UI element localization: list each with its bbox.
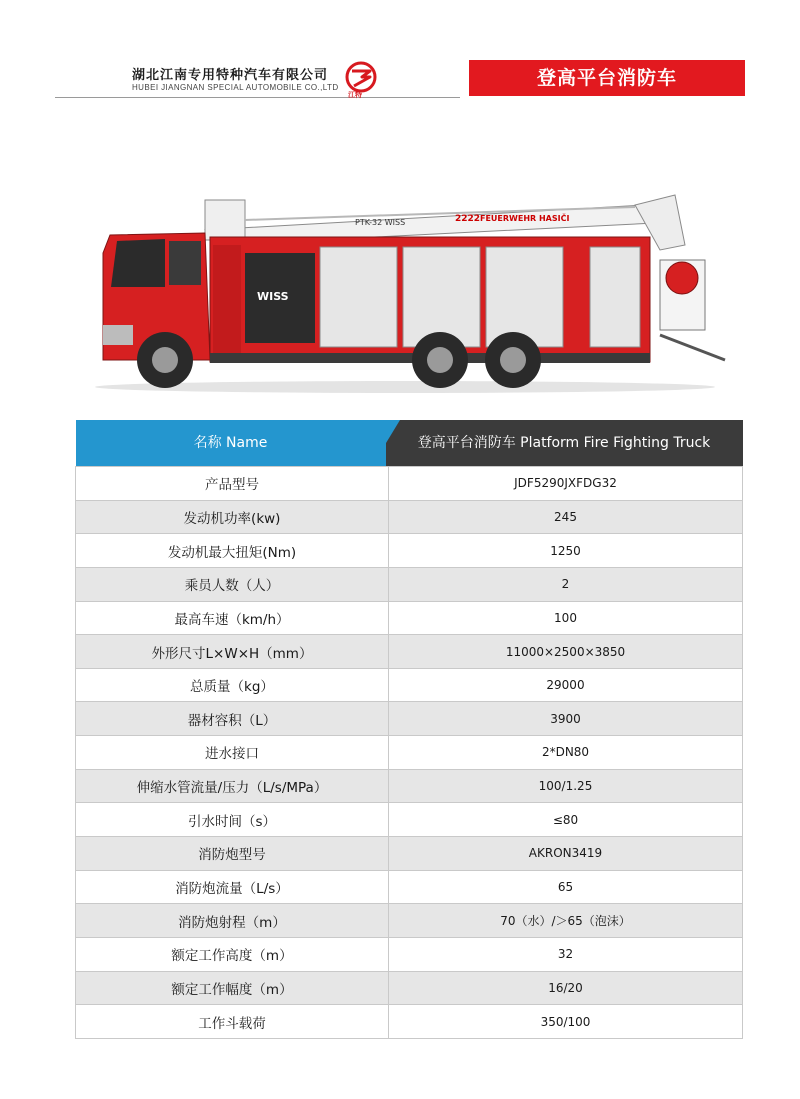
table-row <box>76 500 743 534</box>
spec-value: 65 <box>389 870 743 904</box>
logo-caption: 江特 <box>348 91 362 99</box>
spec-name: 总质量（kg） <box>76 668 389 702</box>
table-row <box>76 904 743 938</box>
ground-shadow <box>95 381 715 393</box>
fire-truck-illustration <box>85 175 735 400</box>
table-row <box>76 1005 743 1039</box>
spec-name: 最高车速（km/h） <box>76 601 389 635</box>
table-row <box>76 937 743 971</box>
company-name-cn: 湖北江南专用特种汽车有限公司 <box>132 68 329 83</box>
table-row <box>76 870 743 904</box>
table-row <box>76 467 743 501</box>
fleet-number: 2222 <box>455 214 481 224</box>
spec-name: 外形尺寸L×W×H（mm） <box>76 635 389 669</box>
spec-name: 引水时间（s） <box>76 803 389 837</box>
spec-value: 100 <box>389 601 743 635</box>
spec-value: 16/20 <box>389 971 743 1005</box>
table-row <box>76 769 743 803</box>
table-row <box>76 837 743 871</box>
header-product-name: 登高平台消防车 Platform Fire Fighting Truck <box>386 420 743 466</box>
spec-value: 3900 <box>389 702 743 736</box>
side-brand: WISS <box>257 290 289 303</box>
spec-name: 额定工作高度（m） <box>76 937 389 971</box>
work-basket <box>660 260 725 360</box>
spec-name: 发动机功率(kw) <box>76 500 389 534</box>
spec-table <box>75 420 743 1039</box>
spec-value: 70（水）/＞65（泡沫） <box>389 904 743 938</box>
spec-value: JDF5290JXFDG32 <box>389 467 743 501</box>
spec-value: 1250 <box>389 534 743 568</box>
spec-name: 进水接口 <box>76 736 389 770</box>
spec-value: AKRON3419 <box>389 837 743 871</box>
table-row <box>76 702 743 736</box>
table-row <box>76 736 743 770</box>
spec-name: 发动机最大扭矩(Nm) <box>76 534 389 568</box>
spec-value: 32 <box>389 937 743 971</box>
header-slant <box>372 420 400 466</box>
spec-value: ≤80 <box>389 803 743 837</box>
table-row <box>76 803 743 837</box>
table-row <box>76 567 743 601</box>
header-divider <box>55 97 460 98</box>
spec-name: 伸缩水管流量/压力（L/s/MPa） <box>76 769 389 803</box>
spec-name: 消防炮流量（L/s） <box>76 870 389 904</box>
spec-value: 100/1.25 <box>389 769 743 803</box>
spec-name: 乘员人数（人） <box>76 567 389 601</box>
spec-name: 额定工作幅度（m） <box>76 971 389 1005</box>
spec-value: 350/100 <box>389 1005 743 1039</box>
spec-name: 消防炮型号 <box>76 837 389 871</box>
company-name-en: HUBEI JIANGNAN SPECIAL AUTOMOBILE CO.,LTD <box>132 83 339 92</box>
spec-name: 产品型号 <box>76 467 389 501</box>
table-row <box>76 971 743 1005</box>
spec-value: 29000 <box>389 668 743 702</box>
table-row <box>76 635 743 669</box>
spec-name: 工作斗载荷 <box>76 1005 389 1039</box>
spec-name: 器材容积（L） <box>76 702 389 736</box>
header-name-label: 名称 Name <box>76 420 386 466</box>
table-row <box>76 601 743 635</box>
page-title: 登高平台消防车 <box>469 60 745 96</box>
table-header-row <box>76 420 743 467</box>
spec-name: 消防炮射程（m） <box>76 904 389 938</box>
spec-value: 11000×2500×3850 <box>389 635 743 669</box>
spec-value: 2 <box>389 567 743 601</box>
spec-value: 245 <box>389 500 743 534</box>
boom-label: PTK-32 WISS <box>355 218 406 227</box>
spec-value: 2*DN80 <box>389 736 743 770</box>
page-header <box>0 0 800 110</box>
table-row <box>76 534 743 568</box>
fleet-text: FEUERWEHR HASIČI <box>480 214 570 223</box>
table-row <box>76 668 743 702</box>
